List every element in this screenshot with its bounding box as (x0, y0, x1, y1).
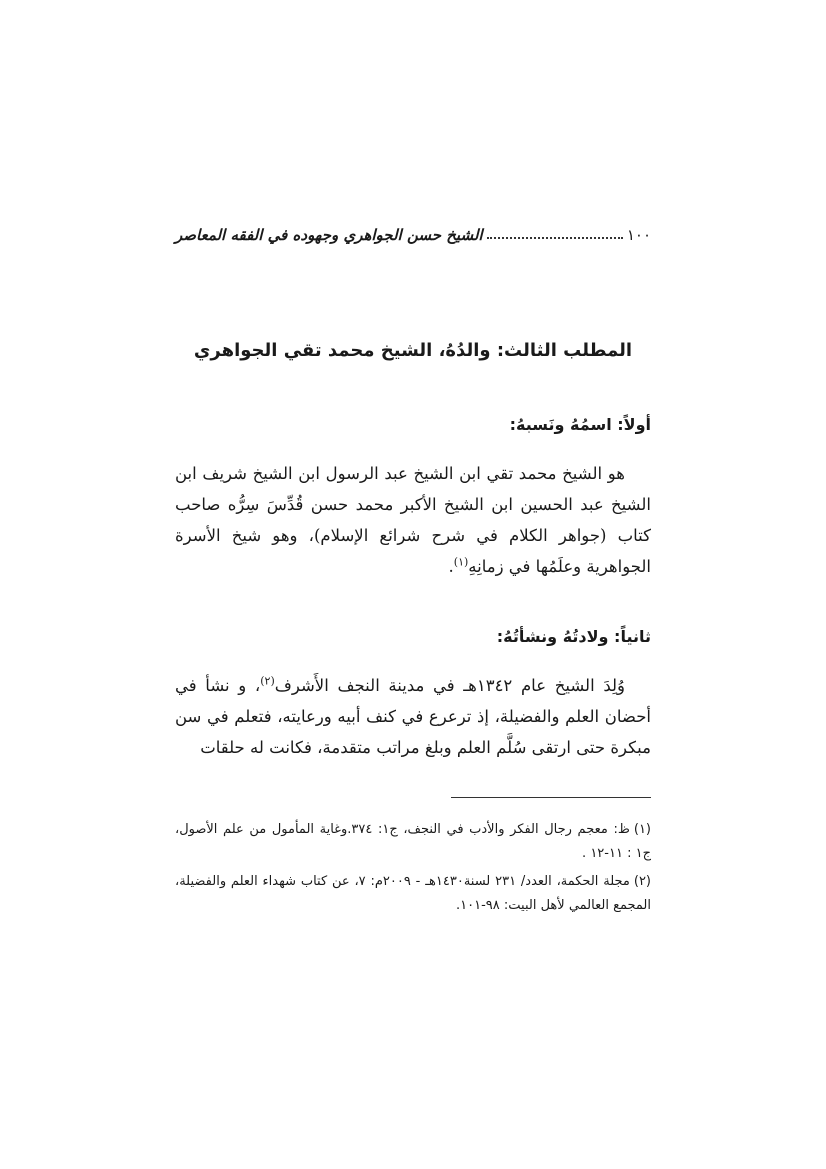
paragraph-name-lineage (175, 458, 651, 582)
footnote-number: (٢) (633, 874, 651, 889)
paragraph-end: . (448, 557, 454, 576)
page-number: ١٠٠ (626, 226, 651, 244)
running-header (175, 226, 651, 252)
running-header-title: الشيخ حسن الجواهري وجهوده في الفقه المعاصر (175, 226, 483, 244)
footnote-text: مجلة الحكمة، العدد/ ٢٣١ لسنة١٤٣٠هـ - ٢٠٠٩م: ٧، عن كتاب شهداء العلم والفضيلة، المجمع العالمي لأهل البيت: ٩٨-١٠١. (175, 874, 651, 913)
footnote-ref: (١) (453, 555, 469, 569)
section-title: المطلب الثالث: والدُهُ، الشيخ محمد تقي الجواهري (193, 340, 633, 361)
footnote-ref: (٢) (260, 674, 275, 688)
paragraph-text-continued: ، و نشأ في أحضان العلم والفضيلة، إذ ترعرع في كنف أبيه ورعايته، فتعلم في سن مبكرة حتى ارتقى سُلَّم العلم وبلغ مراتب متقدمة، فكانت له حلقات (175, 676, 651, 757)
footnote-number: (١) (633, 822, 651, 837)
footnote-separator (451, 797, 651, 798)
paragraph-text: وُلِدَ الشيخ عام ١٣٤٢هـ في مدينة النجف الأَشرف (274, 676, 625, 695)
header-leader-dots (487, 236, 623, 239)
footnote-item (175, 818, 651, 866)
footnote-item (175, 870, 651, 918)
subheading-birth-upbringing: ثانياً: ولادتُهُ ونشأتُهُ: (496, 627, 651, 646)
footnote-text: ظ: معجم رجال الفكر والأدب في النجف، ج١: ٣٧٤.وغاية المأمول من علم الأصول، ج١ : ١١-١٢ . (175, 822, 651, 861)
footnotes (175, 818, 651, 922)
paragraph-text: هو الشيخ محمد تقي ابن الشيخ عبد الرسول ابن الشيخ شريف ابن الشيخ عبد الحسين ابن الشيخ الأكبر محمد حسن قُدِّسَ سِرُّه صاحب كتاب (جواهر الكلام في شرح شرائع الإسلام)، وهو شيخ الأسرة الجواهرية وعلَمُها في زمانِهِ (175, 464, 651, 576)
paragraph-birth-upbringing (175, 670, 651, 763)
subheading-name-lineage: أولاً: اسمُهُ ونَسبهُ: (509, 415, 651, 434)
